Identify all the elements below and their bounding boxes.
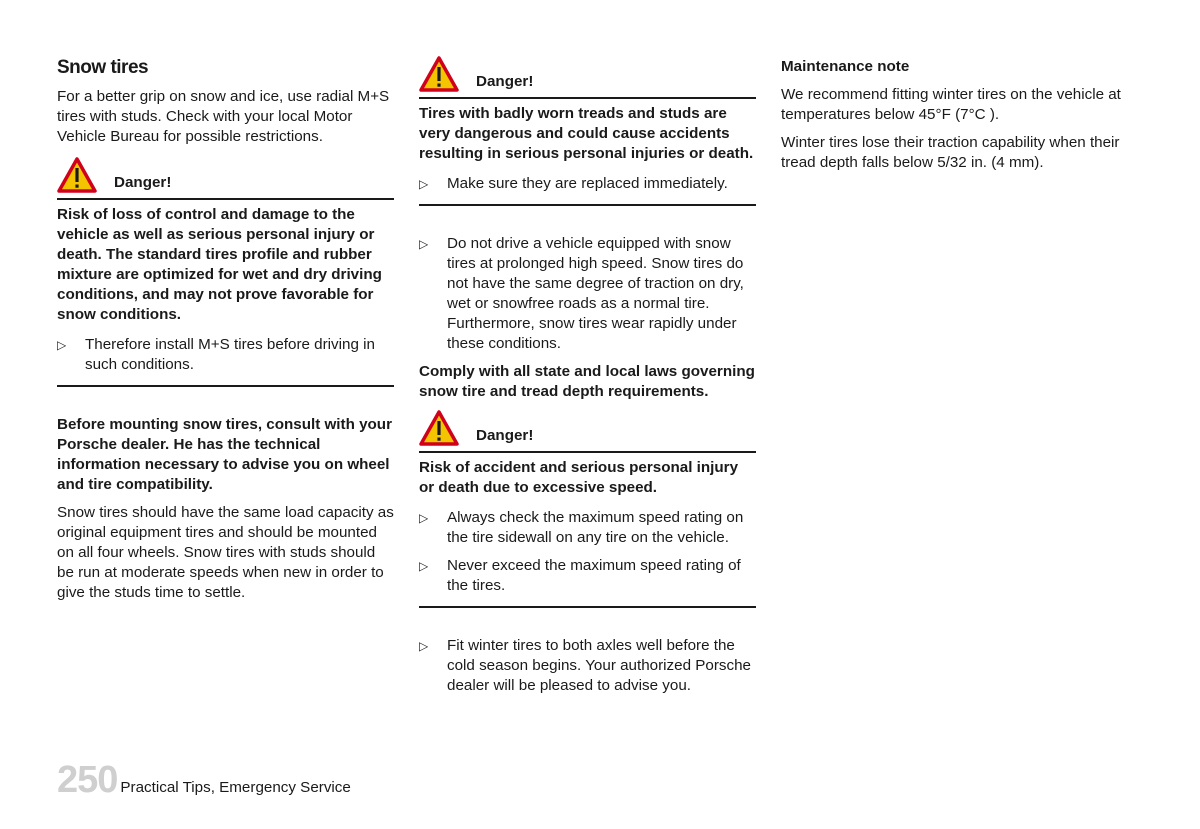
maintenance-note-heading: Maintenance note — [781, 58, 910, 75]
list-item — [419, 556, 756, 596]
danger-header — [419, 54, 756, 99]
danger-box-excessive-speed — [419, 408, 756, 608]
bullet-text: Therefore install M+S tires before driving in such conditions. — [85, 336, 375, 373]
maintenance-para-tread-depth: Winter tires lose their traction capability when their tread depth falls below 5/32 in. (4 mm). — [781, 134, 1120, 171]
comply-laws-text: Comply with all state and local laws governing snow tire and tread depth requirements. — [419, 363, 755, 400]
bullet-text: Always check the maximum speed rating on the tire sidewall on any tire on the vehicle. — [447, 509, 744, 546]
triangle-bullet-icon: ▷ — [419, 177, 429, 191]
danger-body — [419, 104, 756, 206]
bullet-text: Make sure they are replaced immediately. — [447, 175, 728, 192]
bullet-text: Never exceed the maximum speed rating of the tires. — [447, 557, 741, 594]
list-item — [419, 508, 756, 548]
list-item-fit-winter-tires — [419, 636, 756, 696]
dealer-note: Before mounting snow tires, consult with your Porsche dealer. He has the technical information necessary to advise you on wheel and tire compatibility. — [57, 416, 392, 493]
column-right — [781, 54, 1121, 181]
danger-warning-text: Risk of loss of control and damage to the vehicle as well as serious personal injury or death. The standard tires profile and rubber mixture are optimized for wet and dry driving conditions, and may not prove favorable for snow conditions. — [57, 206, 382, 323]
danger-label: Danger! — [476, 427, 534, 444]
warning-triangle-icon — [419, 56, 459, 92]
danger-box-loss-of-control — [57, 155, 394, 387]
triangle-bullet-icon: ▷ — [419, 559, 429, 573]
warning-triangle-icon — [57, 157, 97, 193]
page-number: 250 — [57, 759, 118, 801]
column-middle — [419, 54, 756, 704]
page-footer — [57, 760, 351, 800]
danger-box-worn-treads — [419, 54, 756, 206]
triangle-bullet-icon: ▷ — [419, 511, 429, 525]
danger-header — [419, 408, 756, 453]
column-left — [57, 54, 394, 611]
bullet-text: Fit winter tires to both axles well before the cold season begins. Your authorized Porsche dealer will be pleased to advise you. — [447, 637, 751, 694]
danger-body — [419, 458, 756, 608]
danger-label: Danger! — [114, 174, 172, 191]
list-item-high-speed — [419, 234, 756, 354]
list-item — [419, 174, 756, 194]
maintenance-para-temperature: We recommend fitting winter tires on the vehicle at temperatures below 45°F (7°C ). — [781, 86, 1121, 123]
danger-warning-text: Risk of accident and serious personal injury or death due to excessive speed. — [419, 459, 739, 496]
intro-text: For a better grip on snow and ice, use radial M+S tires with studs. Check with your local Motor Vehicle Bureau for possible restrictions. — [57, 88, 390, 145]
warning-triangle-icon — [419, 410, 459, 446]
load-capacity-text: Snow tires should have the same load capacity as original equipment tires and should be mounted on all four wheels. Snow tires with studs should be run at moderate speeds when new in order to give the studs time to settle. — [57, 504, 394, 601]
footer-section-title: Practical Tips, Emergency Service — [120, 779, 351, 796]
list-item — [57, 335, 394, 375]
triangle-bullet-icon: ▷ — [419, 237, 429, 251]
danger-warning-text: Tires with badly worn treads and studs are very dangerous and could cause accidents resulting in serious personal injuries or death. — [419, 105, 754, 162]
bullet-text: Do not drive a vehicle equipped with snow tires at prolonged high speed. Snow tires do not have the same degree of traction on dry, wet or snowfree roads as a normal tire. Furthermore, snow tires wear rapidly under these conditions. — [447, 235, 744, 352]
triangle-bullet-icon: ▷ — [419, 639, 429, 653]
danger-header — [57, 155, 394, 200]
triangle-bullet-icon: ▷ — [57, 338, 67, 352]
section-title-snow-tires: Snow tires — [57, 57, 149, 78]
danger-label: Danger! — [476, 73, 534, 90]
danger-body — [57, 205, 394, 387]
